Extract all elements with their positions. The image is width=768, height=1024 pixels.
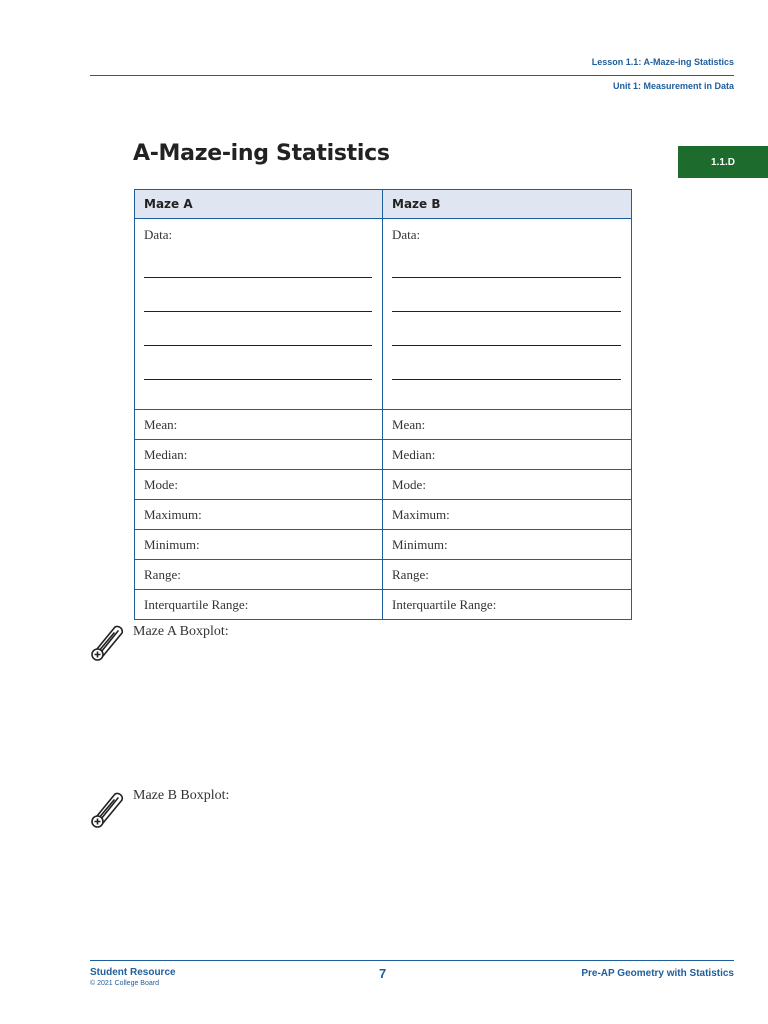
header-lesson-title: Lesson 1.1: A-Maze-ing Statistics: [591, 57, 734, 67]
table-row: [135, 500, 632, 530]
write-line[interactable]: [392, 311, 621, 312]
write-line[interactable]: [144, 277, 372, 278]
table-row: [135, 470, 632, 500]
maze-a-data-cell[interactable]: [135, 219, 383, 410]
paperclip-add-icon[interactable]: [88, 621, 126, 663]
maze-b-data-cell[interactable]: [383, 219, 632, 410]
footer-course-title: Pre-AP Geometry with Statistics: [581, 968, 734, 979]
table-row-data: [135, 219, 632, 410]
maze-b-mean-cell[interactable]: Mean:: [383, 410, 632, 440]
maze-b-iqr-cell[interactable]: Interquartile Range:: [383, 590, 632, 620]
page-number: 7: [379, 966, 387, 981]
maze-b-median-cell[interactable]: Median:: [383, 440, 632, 470]
maze-b-boxplot-prompt: Maze B Boxplot:: [133, 788, 230, 803]
column-header-maze-a: Maze A: [135, 190, 383, 219]
paperclip-add-icon[interactable]: [88, 788, 126, 830]
maze-a-boxplot-prompt: Maze A Boxplot:: [133, 624, 229, 639]
table-row: [135, 590, 632, 620]
table-row: [135, 530, 632, 560]
data-label: Data:: [144, 227, 173, 242]
header-rule: [90, 75, 734, 76]
write-line[interactable]: [392, 379, 621, 380]
table-header-row: [135, 190, 632, 219]
page-title: A-Maze-ing Statistics: [133, 141, 390, 166]
maze-a-mean-cell[interactable]: Mean:: [135, 410, 383, 440]
write-line[interactable]: [144, 311, 372, 312]
write-line[interactable]: [144, 345, 372, 346]
data-label: Data:: [392, 227, 421, 242]
maze-b-range-cell[interactable]: Range:: [383, 560, 632, 590]
footer-rule: [90, 960, 734, 961]
maze-a-mode-cell[interactable]: Mode:: [135, 470, 383, 500]
footer-copyright: © 2021 College Board: [90, 980, 159, 987]
maze-a-minimum-cell[interactable]: Minimum:: [135, 530, 383, 560]
write-line[interactable]: [392, 345, 621, 346]
footer-student-resource: Student Resource: [90, 967, 176, 978]
activity-tag: 1.1.D: [678, 146, 768, 178]
header-unit-title: Unit 1: Measurement in Data: [612, 81, 734, 91]
write-line[interactable]: [392, 277, 621, 278]
table-row: [135, 440, 632, 470]
maze-a-maximum-cell[interactable]: Maximum:: [135, 500, 383, 530]
write-line[interactable]: [144, 379, 372, 380]
maze-b-minimum-cell[interactable]: Minimum:: [383, 530, 632, 560]
maze-a-iqr-cell[interactable]: Interquartile Range:: [135, 590, 383, 620]
maze-a-median-cell[interactable]: Median:: [135, 440, 383, 470]
table-row: [135, 410, 632, 440]
statistics-table: [134, 189, 632, 620]
maze-b-maximum-cell[interactable]: Maximum:: [383, 500, 632, 530]
maze-b-mode-cell[interactable]: Mode:: [383, 470, 632, 500]
column-header-maze-b: Maze B: [383, 190, 632, 219]
maze-a-range-cell[interactable]: Range:: [135, 560, 383, 590]
table-row: [135, 560, 632, 590]
